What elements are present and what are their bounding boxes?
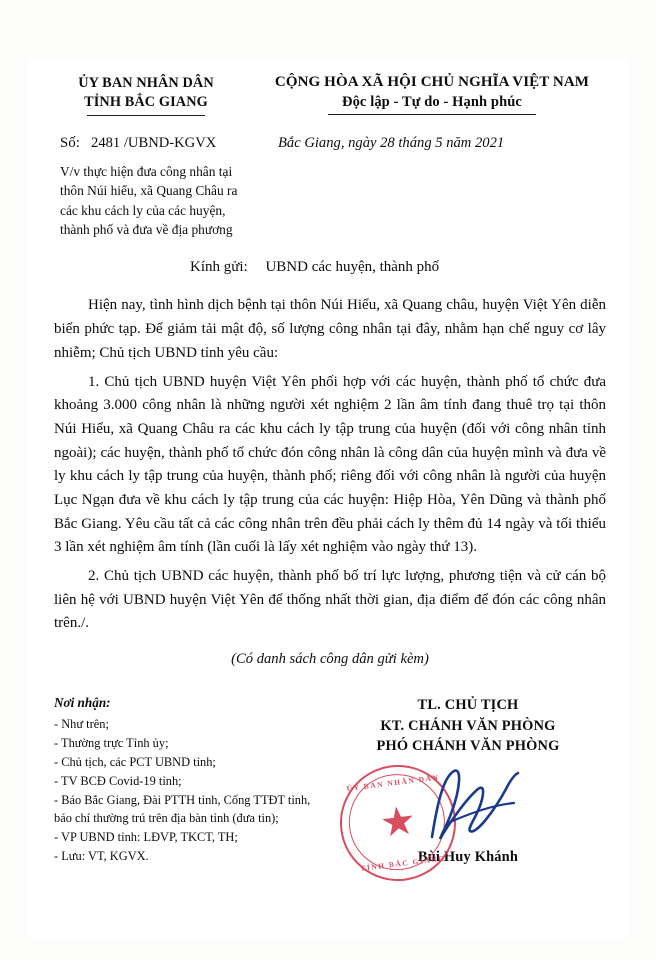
document-sheet: [28, 58, 628, 938]
seal-top-text: ỦY BAN NHÂN DÂN: [346, 772, 440, 793]
distribution-item: - Chủ tịch, các PCT UBND tỉnh;: [54, 754, 216, 769]
nation-title: CỘNG HÒA XÃ HỘI CHỦ NGHĨA VIỆT NAM: [274, 74, 590, 90]
document-number-value: 2481: [91, 134, 121, 151]
distribution-item: - Như trên;: [54, 717, 109, 732]
recipient-value: UBND các huyện, thành phố: [265, 259, 440, 276]
national-motto: Độc lập - Tự do - Hạnh phúc: [342, 94, 522, 110]
star-icon: ★: [377, 796, 419, 846]
distribution-item: - Lưu: VT, KGVX.: [54, 849, 149, 864]
subject-line-3: các khu cách ly của các huyện,: [60, 202, 226, 218]
signature-line-3: PHÓ CHÁNH VĂN PHÒNG: [376, 738, 560, 755]
document-subject: [28, 162, 305, 240]
signature-line-2: KT. CHÁNH VĂN PHÒNG: [380, 717, 556, 734]
distribution-item: báo chí thường trú trên địa bàn tỉnh (đưa tin);: [54, 811, 279, 826]
official-seal: [333, 758, 462, 887]
signature-block: [322, 693, 614, 873]
distribution-title: Nơi nhận:: [54, 695, 111, 711]
body-paragraph-3: 2. Chủ tịch UBND các huyện, thành phố bố trí lực lượng, phương tiện và cử cán bộ liên hệ với UBND huyện Việt Yên để thống nhất thời gian, địa điểm để đón các công nhân trên./.: [54, 568, 606, 632]
org-line-2: TỈNH BẮC GIANG: [84, 93, 208, 110]
place-and-date: Bắc Giang, ngày 28 tháng 5 năm 2021: [278, 134, 505, 151]
body-paragraph-2: 1. Chủ tịch UBND huyện Việt Yên phối hợp với các huyện, thành phố tổ chức đưa khoảng 3.000 công nhân là những người xét nghiệm 2 lần âm tính đang thuê trọ tại thôn Núi Hiểu, xã Quang Châu ra các khu cách ly tập trung của huyện (đối với công nhân tỉnh ngoài); các huyện, thành phố tổ chức đón công nhân là công dân của huyện mình và đưa về ly khu cách ly tập trung của huyện, thành phố; riêng đối với công nhân là người của huyện Lục Ngạn đưa về khu cách ly tập trung của các huyện: Hiệp Hòa, Yên Dũng và thành phố Bắc Giang. Yêu cầu tất cả các công nhân trên đều phải cách ly thêm đủ 14 ngày và tối thiểu 3 lần xét nghiệm âm tính (lần cuối là lấy xét nghiệm vào ngày thứ 13).: [54, 373, 606, 556]
motto-divider: [328, 114, 536, 115]
distribution-item: - Thường trực Tỉnh ủy;: [54, 736, 169, 751]
body-paragraph-1: Hiện nay, tình hình dịch bệnh tại thôn Núi Hiểu, xã Quang châu, huyện Việt Yên diễn biến phức tạp. Để giảm tải mật độ, số lượng công nhân tại đây, nhằm hạn chế nguy cơ lây nhiễm; Chủ tịch UBND tỉnh yêu cầu:: [54, 297, 606, 361]
document-number-label: Số:: [60, 134, 81, 151]
recipient-label: Kính gửi:: [190, 259, 248, 276]
subject-line-2: thôn Núi hiểu, xã Quang Châu ra: [60, 183, 238, 199]
distribution-item: - TV BCĐ Covid-19 tỉnh;: [54, 773, 182, 788]
signature-line-1: TL. CHỦ TỊCH: [417, 697, 519, 714]
signer-name: Bùi Huy Khánh: [417, 848, 519, 865]
recipient-line: [28, 259, 628, 276]
authority-divider: [87, 115, 205, 116]
subject-line-4: thành phố và đưa về địa phương: [60, 222, 233, 238]
national-heading: [246, 74, 628, 115]
document-number: [28, 135, 260, 152]
seal-bottom-text: TỈNH BẮC GIANG: [359, 853, 446, 873]
distribution-item: - Báo Bắc Giang, Đài PTTH tỉnh, Cổng TTĐT tỉnh,: [54, 792, 311, 807]
subject-line-1: V/v thực hiện đưa công nhân tại: [60, 163, 233, 179]
attachment-note: (Có danh sách công dân gửi kèm): [231, 651, 429, 668]
distribution-item: - VP UBND tỉnh: LĐVP, TKCT, TH;: [54, 830, 238, 845]
issuing-authority: [28, 74, 246, 116]
org-line-1: ỦY BAN NHÂN DÂN: [78, 75, 214, 91]
document-body: [28, 294, 628, 671]
document-meta-row: [28, 135, 628, 152]
document-header: [28, 58, 628, 116]
signature-area: [28, 693, 628, 873]
distribution-list: [54, 693, 322, 866]
document-number-suffix: /UBND-KGVX: [123, 134, 217, 151]
